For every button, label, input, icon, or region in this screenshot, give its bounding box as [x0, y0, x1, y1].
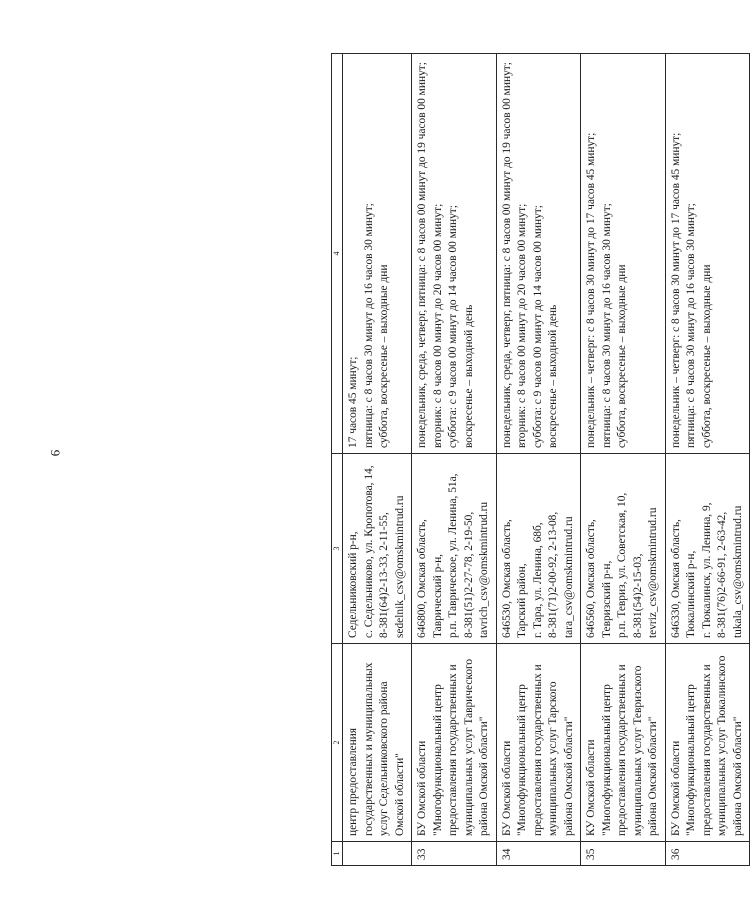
schedule-line: воскресенье – выходной день [462, 304, 475, 448]
address-line: 8-381(51)2-27-78, 2-19-50, [462, 511, 475, 638]
page-number: 9 [48, 449, 63, 457]
schedule-line: суббота: с 9 часов 00 минут до 14 часов 00 минут; [447, 205, 459, 448]
address-line: Тевризский р-н, [600, 560, 613, 638]
schedule-line: пятница: с 8 часов 30 минут до 16 часов 30 минут; [362, 203, 375, 448]
working-hours [412, 54, 497, 454]
address-line: 8-381(76)2-66-91, 2-63-42, [716, 511, 728, 638]
organization-name-text: БУ Омской области "Многофункциональный центр предоставления государственных и муниципальных услуг Тарского района Омской области" [500, 664, 575, 836]
address-line: Таврический р-н, [431, 553, 444, 638]
schedule-line: воскресенье – выходной день [547, 304, 559, 448]
organization-address [343, 454, 412, 644]
organization-address [665, 454, 750, 644]
organization-name-text: центр предоставления государственных и муниципальных услуг Седельниковского района Омской области" [347, 662, 406, 836]
table-row [665, 54, 750, 866]
table-row [343, 54, 412, 866]
table-row [496, 54, 581, 866]
address-line: 8-381(71)2-00-92, 2-13-08, [547, 511, 559, 638]
address-line: tavrich_csv@omskmintrud.ru [478, 501, 490, 638]
schedule-line: 17 часов 45 минут; [347, 356, 359, 448]
address-line: 8-381(64)2-13-33, 2-11-55, [378, 512, 390, 638]
working-hours [496, 54, 581, 454]
organization-name [496, 644, 581, 842]
working-hours [343, 54, 412, 454]
table-row [412, 54, 497, 866]
address-line: 646330, Омская область, [669, 519, 682, 638]
address-line: г. Тара, ул. Ленина, 68б, [531, 522, 544, 638]
address-line: Тюкалинский р-н, [685, 550, 697, 638]
address-line: с. Седельниково, ул. Кропотова, 14, [362, 465, 375, 638]
column-number: 1 [332, 842, 343, 866]
schedule-line: вторник: с 8 часов 00 минут до 20 часов 00 минут; [516, 203, 528, 448]
address-line: sedelnik_csv@omskmintrud.ru [393, 495, 406, 638]
organization-name-text: БУ Омской области "Многофункциональный центр предоставления государственных и муниципальных услуг Тюкалинского района Омской области" [669, 655, 744, 836]
column-number: 2 [332, 644, 343, 842]
organization-name-text: БУ Омской области "Многофункциональный центр предоставления государственных и муниципальных услуг Таврического района Омской области" [416, 658, 490, 836]
address-line: tukala_csv@omskmintrud.ru [731, 505, 744, 638]
row-number: 34 [496, 842, 581, 866]
working-hours [581, 54, 666, 454]
address-line: 8-381(54)2-15-03, [631, 553, 644, 638]
address-line: р.п. Таврическое, ул. Ленина, 51а, [447, 473, 459, 638]
table-row [581, 54, 666, 866]
schedule-line: понедельник, среда, четверг, пятница: с 8 часов 00 минут до 19 часов 00 минут; [416, 62, 428, 448]
organization-address [496, 454, 581, 644]
schedule-line: пятница: с 8 часов 30 минут до 16 часов 30 минут; [685, 203, 697, 448]
row-number [343, 842, 412, 866]
row-number: 35 [581, 842, 666, 866]
column-number-row [332, 54, 343, 866]
address-line: г. Тюкалинск, ул. Ленина, 9, [700, 502, 713, 638]
organization-name [343, 644, 412, 842]
organization-name [665, 644, 750, 842]
schedule-line: суббота, воскресенье – выходные дни [378, 264, 390, 448]
rotated-page-content [331, 54, 744, 866]
row-number: 33 [412, 842, 497, 866]
organization-address [581, 454, 666, 644]
mfc-table [331, 53, 750, 866]
table-body [332, 54, 750, 866]
address-line: 646800, Омская область, [416, 519, 428, 638]
schedule-line: понедельник, среда, четверг, пятница: с 8 часов 00 минут до 19 часов 00 минут; [500, 62, 513, 448]
organization-name-text: КУ Омской области "Многофункциональный центр предоставления государственных и муниципальных услуг Тевризского района Омской области" [585, 664, 659, 836]
address-line: 646530, Омская область, [500, 519, 513, 638]
address-line: Тарский район, [516, 563, 528, 638]
schedule-line: понедельник – четверг: с 8 часов 30 минут до 17 часов 45 минут; [669, 132, 682, 448]
organization-name [412, 644, 497, 842]
address-line: Седельниковский р-н, [347, 531, 359, 638]
address-line: р.п. Тевриз, ул. Советская, 10, [616, 492, 628, 638]
address-line: 646560, Омская область, [585, 519, 597, 638]
schedule-line: пятница: с 8 часов 30 минут до 16 часов 30 минут; [600, 203, 613, 448]
column-number: 3 [332, 454, 343, 644]
column-number: 4 [332, 54, 343, 454]
schedule-line: суббота, воскресенье – выходные дни [700, 264, 713, 448]
schedule-line: понедельник – четверг: с 8 часов 30 минут до 17 часов 45 минут; [585, 132, 597, 448]
schedule-line: суббота: с 9 часов 00 минут до 14 часов 00 минут; [531, 205, 544, 448]
address-line: tevriz_csv@omskmintrud.ru [647, 507, 659, 638]
address-line: tara_csv@omskmintrud.ru [562, 516, 575, 638]
working-hours [665, 54, 750, 454]
schedule-line: суббота, воскресенье – выходные дни [616, 264, 628, 448]
schedule-line: вторник: с 8 часов 00 минут до 20 часов 00 минут; [431, 203, 444, 448]
organization-name [581, 644, 666, 842]
row-number: 36 [665, 842, 750, 866]
organization-address [412, 454, 497, 644]
